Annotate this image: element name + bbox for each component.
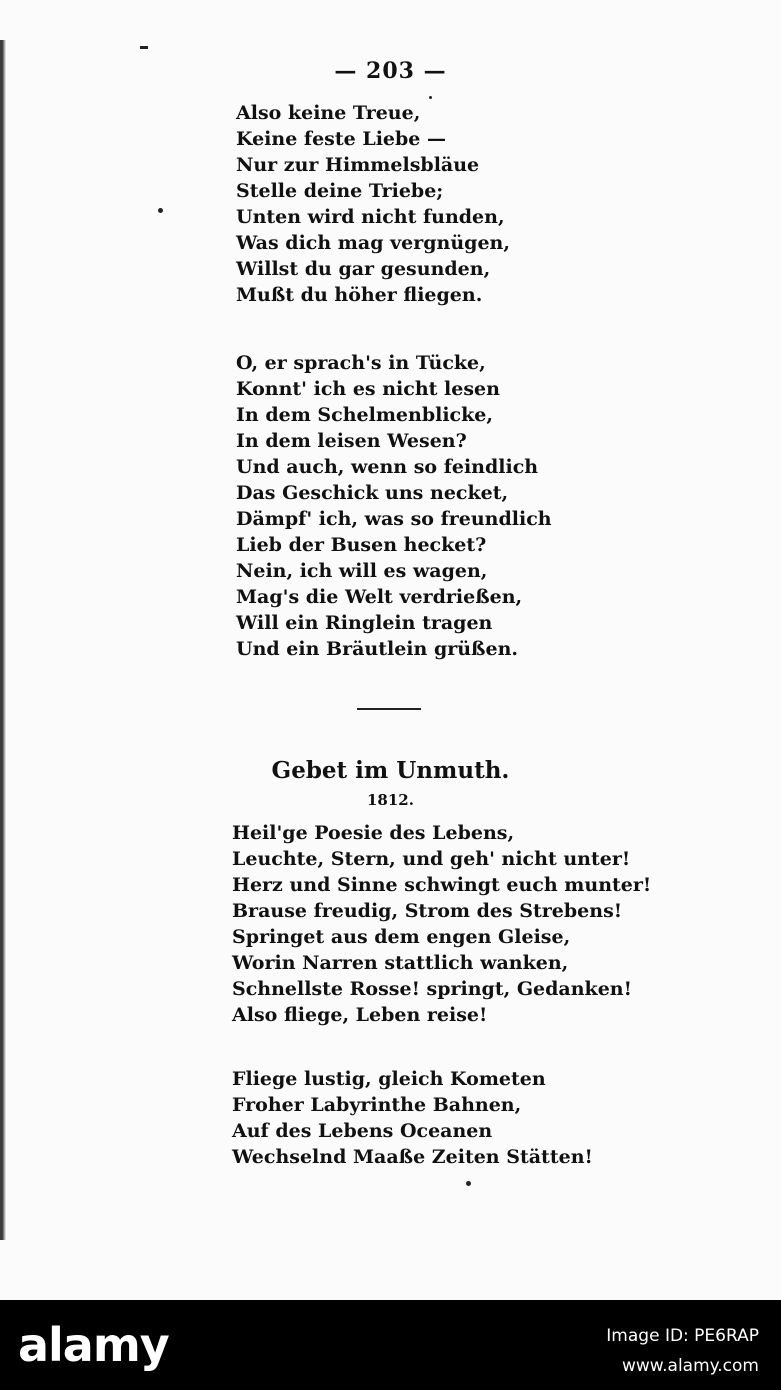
stanza-3 (232, 820, 651, 1028)
stanza-1 (236, 100, 510, 308)
poem-line: Lieb der Busen hecket? (236, 534, 487, 556)
ink-speck (158, 208, 163, 213)
scan-edge-shadow (0, 40, 6, 1240)
poem-line: In dem Schelmenblicke, (236, 404, 493, 426)
poem-line: Was dich mag vergnügen, (236, 232, 510, 254)
poem-line: Dämpf' ich, was so freundlich (236, 508, 552, 530)
poem-line: Willst du gar gesunden, (236, 258, 491, 280)
section-divider (357, 708, 421, 710)
poem-line: Worin Narren stattlich wanken, (232, 952, 569, 974)
poem-line: In dem leisen Wesen? (236, 430, 467, 452)
poem-line: Keine feste Liebe — (236, 128, 447, 150)
ink-speck (466, 1181, 471, 1186)
poem-line: Springet aus dem engen Gleise, (232, 926, 571, 948)
poem-title: Gebet im Unmuth. (271, 757, 510, 784)
poem-line: Leuchte, Stern, und geh' nicht unter! (232, 848, 631, 870)
poem-line: Also keine Treue, (236, 102, 421, 124)
poem-line: Mag's die Welt verdrießen, (236, 586, 523, 608)
poem-line: Das Geschick uns necket, (236, 482, 509, 504)
image-id-label: Image ID: PE6RAP (606, 1326, 759, 1346)
poem-line: Herz und Sinne schwingt euch munter! (232, 874, 652, 896)
poem-line: Und auch, wenn so feindlich (236, 456, 539, 478)
site-url: www.alamy.com (621, 1356, 759, 1376)
poem-line: Stelle deine Triebe; (236, 180, 444, 202)
poem-line: Unten wird nicht funden, (236, 206, 505, 228)
poem-line: Konnt' ich es nicht lesen (236, 378, 500, 400)
poem-line: Heil'ge Poesie des Lebens, (232, 822, 515, 844)
poem-line: Schnellste Rosse! springt, Gedanken! (232, 978, 632, 1000)
poem-line: Wechselnd Maaße Zeiten Stätten! (232, 1146, 593, 1168)
poem-line: Nur zur Himmelsbläue (236, 154, 480, 176)
poem-line: Auf des Lebens Oceanen (232, 1120, 493, 1142)
poem-line: O, er sprach's in Tücke, (236, 352, 486, 374)
stanza-2 (236, 350, 552, 662)
poem-line: Froher Labyrinthe Bahnen, (232, 1094, 522, 1116)
margin-mark (140, 46, 148, 49)
ink-speck (429, 96, 432, 99)
poem-line: Fliege lustig, gleich Kometen (232, 1068, 546, 1090)
page-number: — 203 — (334, 58, 447, 84)
alamy-logo: alamy (18, 1318, 169, 1372)
poem-line: Brause freudig, Strom des Strebens! (232, 900, 623, 922)
stanza-4 (232, 1066, 593, 1170)
poem-line: Und ein Bräutlein grüßen. (236, 638, 519, 660)
poem-year: 1812. (367, 791, 414, 809)
poem-line: Nein, ich will es wagen, (236, 560, 488, 582)
poem-line: Mußt du höher fliegen. (236, 284, 483, 306)
poem-line: Also fliege, Leben reise! (232, 1004, 488, 1026)
watermark-footer (0, 1300, 781, 1390)
poem-line: Will ein Ringlein tragen (236, 612, 493, 634)
